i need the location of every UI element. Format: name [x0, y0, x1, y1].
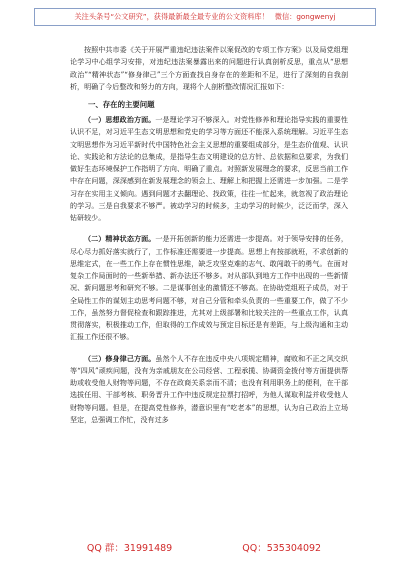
footer-qq: QQ：535304092 — [242, 543, 322, 554]
section-heading: 一、存在的主要问题 — [88, 100, 155, 109]
item-text-1: 一是理论学习不够深入。对党性修养和理论指导实践的重要性认识不足，对习近平生态文明思想和党史的学习等方面还不能深入系统理解。习近平生态文明思想作为习近平新时代中国特色社会主义思想的重要组成部分，是生态价值观、认识论、实践论和方法论的总集成，是指导生态文明建设的总方针、总依据和总要求，为我们做好生态环境保护工作指明了方向、明确了重点。对照新发展理念的要求，反思当前工作中存在问题，深深感到在新发展理念的领会上、理解上和把握上还需进一步加强。二是学习存在实用主义倾向。遇到问题才去翻理论、找政策，往往一忙起来，就忽视了政治理论的学习。三是自我要求不够严。被动学习的时候多，主动学习的时候少，泛泛而学，深入钻研较少。 — [70, 115, 348, 222]
document-body — [70, 44, 348, 426]
item-label-3: （三）修身律己方面。 — [84, 353, 156, 363]
item-text-2: 一是开拓创新的能力还需进一步提高。对于领导安排的任务，尽心尽力抓好落实就行了，工作标准还需要进一步提高。思想上有按部就班，不求创新的思维定式，在一些工作上存在惯性思维，缺乏攻坚克难的志气、敢闯敢干的勇气。在面对复杂工作局面时的一些新举措、新办法还不够多。对从部队到地方工作中出现的一些新情况、新问题思考和研究不够。二是谋事创业的激情还不够高。在协助党组班子成员，对于全局性工作的谋划主动思考问题不够，对自己分管和牵头负责的一些重要工作，做了不少工作，虽然努力督促检查和跟踪推进，尤其对上级部署和比较关注的一些重点工作，认真贯彻落实，积极推动工作，但取得的工作成效与预定目标还是有差距，与上级沟通和主动汇报工作还很不够。 — [70, 234, 348, 342]
banner-text: 关注头条号“公文研究”，获得最新最全最专业的公文资料库！ — [74, 12, 269, 21]
banner-wechat: 微信：gongwenyj — [274, 12, 336, 21]
item-text-3: 虽然个人不存在违反中央八项规定精神，腐败和不正之风交织等“四风”顽疾问题，没有为亲戚朋友在公司经营、工程承揽、协调资金拨付等方面提供帮助或收受他人财物等问题，不存在政商关系亲而不清；也没有利用职务上的便利，在干部选拔任用、干部考核、职务晋升工作中违反规定拉票打招呼，为他人谋取利益并收受他人财物等问题。但是，在提高党性修养，潜意识里有“吃老本”的思想，认为自己政治上立场坚定，总强调工作忙，没有过多 — [70, 353, 348, 424]
item-paragraph-3 — [70, 353, 348, 427]
item-paragraph-2 — [70, 233, 348, 343]
promo-banner — [34, 8, 376, 26]
footer-qq-group: QQ 群：31991489 — [86, 543, 173, 554]
item-label-2: （二）精神状态方面。 — [84, 234, 156, 244]
item-paragraph-1 — [70, 114, 348, 224]
intro-paragraph: 按照中共市委《关于开展严重违纪违法案件以案促改的专项工作方案》以及局党组理论学习中心组学习安排，对违纪违法案暴露出来的问题进行认真剖析反思，重点从“思想政治”“精神状态”“修身律己”三个方面查找自身存在的差距和不足，进行了深刻的自我剖析，明确了今后整改和努力的方向，现将个人剖析整改情况汇报如下： — [70, 45, 348, 91]
footer — [0, 540, 408, 554]
item-label-1: （一）思想政治方面。 — [84, 115, 156, 124]
